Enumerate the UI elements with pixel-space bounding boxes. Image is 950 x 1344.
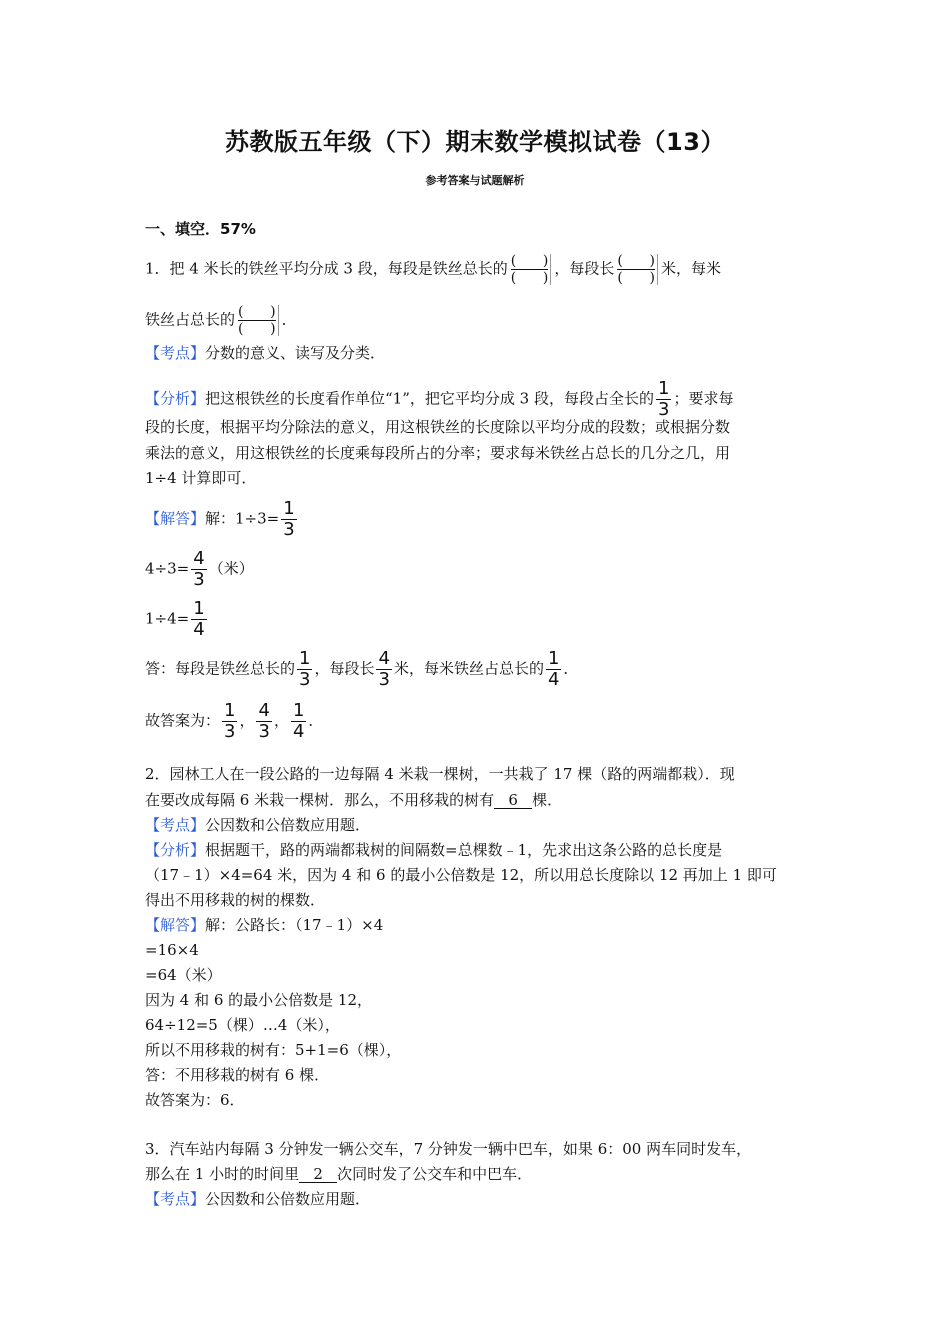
q1-fenxi-line-3: 乘法的意义，用这根铁丝的长度乘每段所占的分率；要求每米铁丝占总长的几分之几，用 bbox=[145, 444, 731, 462]
fraction-1-4: $\frac{1}{4}$ bbox=[547, 648, 560, 690]
q3-line-1: 3．汽车站内每隔 3 分钟发一辆公交车，7 分钟发一辆中巴车，如果 6：00 两车同时发车， bbox=[145, 1140, 752, 1158]
fraction-1-3: $\frac{1}{3}$ bbox=[283, 498, 295, 540]
q2-jieda-line-1: 【解答】解：公路长：（17﹣1）×4 bbox=[145, 916, 384, 934]
tag-jieda: 【解答】 bbox=[145, 509, 206, 528]
q1-line-1: 1．把 4 米长的铁丝平均分成 3 段，每段是铁丝总长的 ( ) ( ) ，每段长 ( ) ( ) 米，每米 bbox=[145, 253, 721, 286]
q2-step-7: 答：不用移栽的树有 6 棵． bbox=[145, 1066, 330, 1084]
fraction-1-4: $\frac{1}{4}$ bbox=[193, 598, 205, 640]
q2-step-8: 故答案为：6． bbox=[145, 1091, 245, 1109]
q2-step-5: 64÷12=5（棵）…4（米）， bbox=[145, 1016, 340, 1034]
page-title: 苏教版五年级（下）期末数学模拟试卷（13） bbox=[225, 128, 725, 156]
q1-line-2: 铁丝占总长的 ( ) ( ) ． bbox=[145, 304, 297, 337]
q2-fenxi-line-1: 【分析】根据题干，路的两端都栽树的间隔数=总棵数﹣1，先求出这条公路的总长度是 bbox=[145, 841, 723, 859]
q1-answer: 答：每段是铁丝总长的 $\frac{1}{3}$ ，每段长 $\frac{4}{3}$ 米，每米铁丝占总长的 $\frac{1}{4}$ ． bbox=[145, 648, 579, 690]
q2-step-6: 所以不用移栽的树有：5+1=6（棵）， bbox=[145, 1041, 402, 1059]
q1-jieda-line-1: 【解答】解：1÷3= $\frac{1}{3}$ bbox=[145, 498, 295, 540]
q1-kaodian: 【考点】分数的意义、读写及分类． bbox=[145, 344, 386, 362]
fraction-1-3: $\frac{1}{3}$ bbox=[657, 378, 670, 420]
q3-kaodian: 【考点】公因数和公倍数应用题． bbox=[145, 1190, 371, 1208]
fraction-1-3: $\frac{1}{3}$ bbox=[224, 700, 236, 742]
tag-kaodian: 【考点】 bbox=[145, 816, 206, 834]
q1-fenxi-line-4: 1÷4 计算即可． bbox=[145, 469, 257, 487]
q1-final-answer: 故答案为： $\frac{1}{3}$ ， $\frac{4}{3}$ ， $\frac{1}{4}$ ． bbox=[145, 700, 324, 742]
tag-fenxi: 【分析】 bbox=[145, 841, 206, 859]
tag-fenxi: 【分析】 bbox=[145, 389, 206, 408]
q2-step-4: 因为 4 和 6 的最小公倍数是 12， bbox=[145, 991, 373, 1009]
tag-jieda: 【解答】 bbox=[145, 916, 206, 934]
q1-fenxi-line-2: 段的长度，根据平均分除法的意义，用这根铁丝的长度除以平均分成的段数；或根据分数 bbox=[145, 418, 731, 436]
q2-fenxi-line-2: （17﹣1）×4=64 米，因为 4 和 6 的最小公倍数是 12，所以用总长度除以 12 再加上 1 即可 bbox=[145, 866, 777, 884]
page-subtitle: 参考答案与试题解析 bbox=[425, 174, 525, 187]
answer-blank: 6 bbox=[494, 792, 532, 809]
q3-line-2: 那么在 1 小时的时间里 2 次同时发了公交车和中巴车． bbox=[145, 1165, 533, 1183]
blank-fraction: ( ) ( ) bbox=[511, 254, 552, 285]
fraction-4-3: $\frac{4}{3}$ bbox=[193, 548, 205, 590]
tag-kaodian: 【考点】 bbox=[145, 1190, 206, 1208]
blank-fraction: ( ) ( ) bbox=[617, 254, 658, 285]
q1-fenxi-line-1: 【分析】把这根铁丝的长度看作单位“1”，把它平均分成 3 段，每段占全长的 $\frac{1}{3}$ ；要求每 bbox=[145, 378, 734, 420]
q2-step-2: =16×4 bbox=[145, 941, 199, 959]
q2-line-2: 在要改成每隔 6 米栽一棵树．那么，不用移栽的树有 6 棵． bbox=[145, 791, 563, 809]
section-heading-fill-blank: 一、填空．57% bbox=[145, 220, 256, 238]
fraction-1-4: $\frac{1}{4}$ bbox=[292, 700, 305, 742]
q2-step-3: =64（米） bbox=[145, 966, 222, 984]
q2-kaodian: 【考点】公因数和公倍数应用题． bbox=[145, 816, 371, 834]
fraction-1-3: $\frac{1}{3}$ bbox=[299, 648, 311, 690]
answer-blank: 2 bbox=[299, 1166, 337, 1183]
tag-kaodian: 【考点】 bbox=[145, 344, 206, 362]
q2-line-1: 2．园林工人在一段公路的一边每隔 4 米栽一棵树，一共栽了 17 棵（路的两端都栽）．现 bbox=[145, 765, 735, 783]
fraction-4-3: $\frac{4}{3}$ bbox=[378, 648, 390, 690]
q1-jieda-line-2: 4÷3= $\frac{4}{3}$ （米） bbox=[145, 548, 254, 590]
q2-fenxi-line-3: 得出不用移栽的树的棵数． bbox=[145, 891, 326, 909]
fraction-4-3: $\frac{4}{3}$ bbox=[258, 700, 270, 742]
q1-jieda-line-3: 1÷4= $\frac{1}{4}$ bbox=[145, 598, 205, 640]
blank-fraction: ( ) ( ) bbox=[238, 305, 279, 336]
